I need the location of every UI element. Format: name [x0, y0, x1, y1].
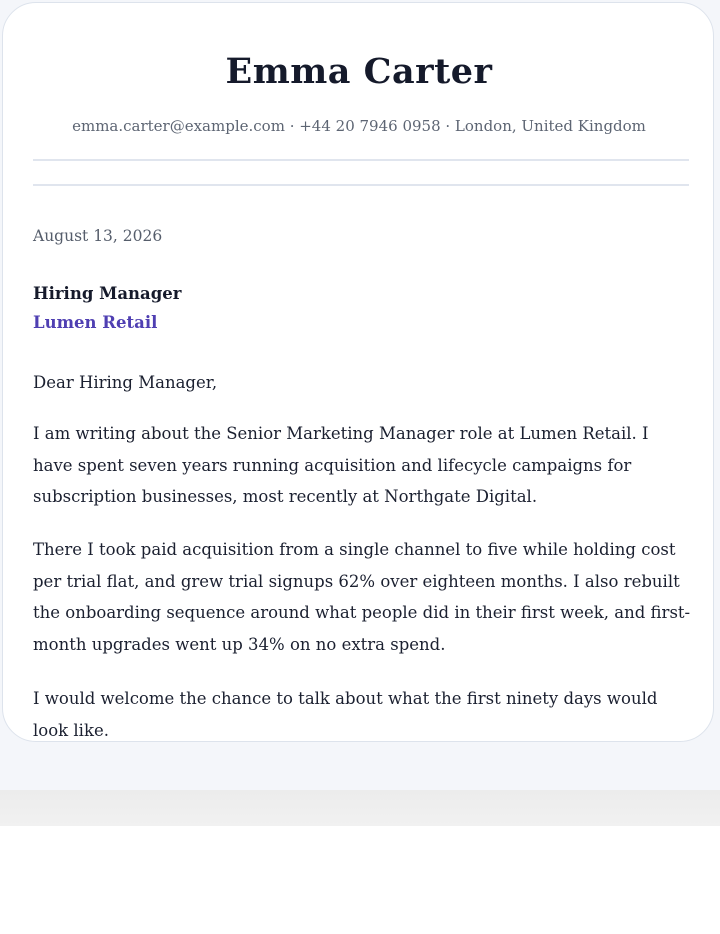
backdrop-shadow	[0, 790, 720, 826]
letter-date: August 13, 2026	[33, 227, 163, 245]
body-paragraph: There I took paid acquisition from a single channel to five while holding cost per trial flat, and grew trial signups 62% over eighteen months. I also rebuilt the onboarding sequence around what people did in their first week, and first-month upgrades went up 34% on no extra spend.	[33, 540, 691, 654]
contact-line: emma.carter@example.com · +44 20 7946 0958 · London, United Kingdom	[72, 117, 646, 135]
recipient-company: Lumen Retail	[33, 313, 158, 332]
header-divider-secondary	[33, 184, 689, 186]
recipient-name: Hiring Manager	[33, 284, 182, 303]
cover-letter-card	[2, 2, 714, 742]
body-paragraph: I would welcome the chance to talk about what the first ninety days would look like.	[33, 689, 658, 740]
applicant-name: Emma Carter	[225, 51, 493, 92]
salutation: Dear Hiring Manager,	[33, 373, 218, 392]
body-paragraph: I am writing about the Senior Marketing Manager role at Lumen Retail. I have spent seven years running acquisition and lifecycle campaigns for subscription businesses, most recently at Northgate Digital.	[33, 424, 649, 506]
header-divider	[33, 159, 689, 161]
